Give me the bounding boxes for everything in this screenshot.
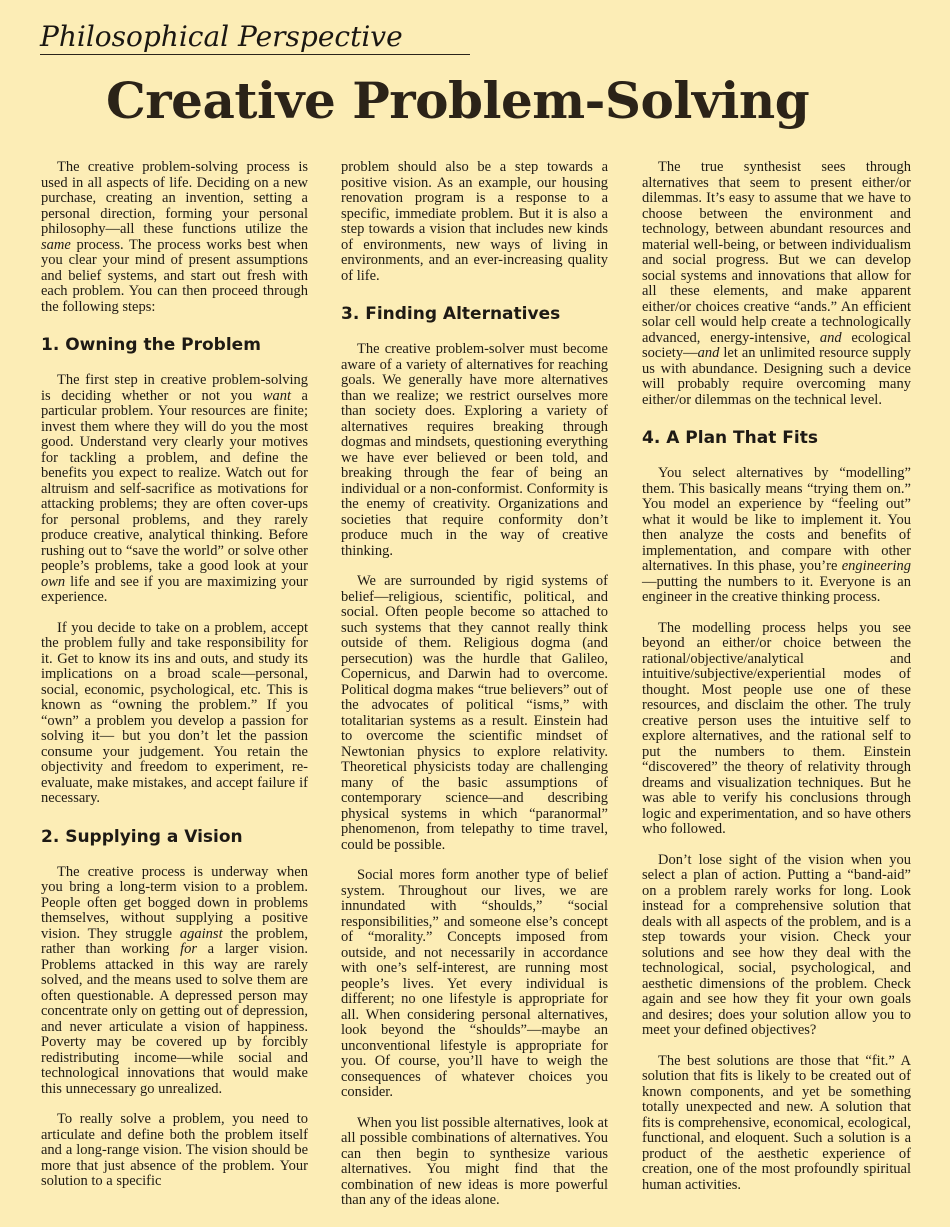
paragraph: We are surrounded by rigid systems of belief—religious, scientific, political, and social. Often people become so attached to such systems that they cannot really think outside of them. Religious dogma (and persecution) was the hurdle that Galileo, Copernicus, and Darwin had to overcome. Political dogma makes “true believers” out of the advocates of political “isms,” with totalitarian systems as a result. Einstein had to overcome the scientific mindset of Newtonian physics to explore relativity. Theoretical physicists today are challenging many of the basic assumptions of contemporary science—and describing physical systems in which “paranormal” phenomenon, from telepathy to time travel, could be possible. xyxy=(341,573,608,853)
paragraph: The creative problem-solver must become aware of a variety of alternatives for reaching goals. We generally have more alternatives than we realize; we restrict ourselves more than society does. Exploring a variety of alternatives requires breaking through dogmas and mindsets, questioning everything we have ever believed or been told, and breaking through the fear of being an individual or a non-conformist. Conformity is the enemy of creativity. Organizations and societies that require conformity don’t produce much in the way of creative thinking. xyxy=(341,341,608,559)
paragraph: The best solutions are those that “fit.” A solution that fits is likely to be created out of known components, and yet be something totally unexpected and new. A solution that fits is comprehensive, economical, ecological, functional, and eloquent. Such a solution is a product of the aesthetic experience of creation, one of the most profoundly spiritual human activities. xyxy=(642,1052,911,1193)
paragraph: When you list possible alternatives, look at all possible combinations of alternatives. You can then begin to synthesize various alternatives. You might find that the combination of new ideas is more powerful than any of the ideas alone. xyxy=(341,1114,608,1208)
paragraph: You select alternatives by “modelling” them. This basically means “trying them on.” You model an experience by “feeling out” what it would be like to implement it. You then analyze the costs and benefits of implementation, and compare with other alternatives. In this phase, you’re engineering—putting the numbers to it. Everyone is an engineer in the creative thinking process. xyxy=(642,465,911,605)
column-2 xyxy=(341,160,608,1224)
section-heading-vision: 2. Supplying a Vision xyxy=(41,826,243,847)
paragraph: The modelling process helps you see beyond an either/or choice between the rational/objective/analytical and intuitive/subjective/experiential modes of thought. Most people use one of these resources, and disclaim the other. The truly creative person uses the intuitive self to explore alternatives, and the rational self to put the numbers to them. Einstein “discovered” the theory of relativity through dreams and visualization techniques. But he was able to verify his conclusions through logic and experimentation, and so have others who followed. xyxy=(642,619,911,837)
section-heading-owning: 1. Owning the Problem xyxy=(41,335,261,355)
column-3 xyxy=(642,160,911,1208)
paragraph: Don’t lose sight of the vision when you select a plan of action. Putting a “band-aid” on a problem rarely works for long. Look instead for a comprehensive solution that deals with all aspects of the problem, and is a step towards your vision. Check your solutions and see how they deal with the technological, social, psychological, and aesthetic dimensions of the problem. Check again and see how they fit your own goals and desires; does your solution allow you to meet your defined objectives? xyxy=(642,851,911,1038)
paragraph: If you decide to take on a problem, accept the problem fully and take responsibility for it. Get to know its ins and outs, and study its implications on a broad scale—personal, social, economic, psychological, etc. This is known as “owning the problem.” If you “own” a problem you develop a passion for solving it— but you don’t let the passion consume your judgement. You retain the objectivity and freedom to experiment, re-evaluate, make mistakes, and accept failure if necessary. xyxy=(41,619,308,806)
section-kicker: Philosophical Perspective xyxy=(40,20,470,55)
section-heading-alternatives: 3. Finding Alternatives xyxy=(341,304,561,324)
paragraph: problem should also be a step towards a positive vision. As an example, our housing renovation program is a response to a specific, immediate problem. But it is also a step towards a vision that includes new kinds of environments, new ways of living in environments, and an ever-increasing quality of life. xyxy=(341,159,608,284)
paragraph: The creative problem-solving process is used in all aspects of life. Deciding on a new purchase, creating an invention, setting a personal direction, forming your personal philosophy—all these functions utilize the same process. The process works best when you clear your mind of present assumptions and belief systems, and start out fresh with each problem. You can then proceed through the following steps: xyxy=(41,159,308,315)
paragraph: The creative process is underway when you bring a long-term vision to a problem. People often get bogged down in problems themselves, without supplying a positive vision. They struggle against the problem, rather than working for a larger vision. Problems attacked in this way are rarely solved, and the means used to solve them are often questionable. A depressed person may concentrate only on getting out of depression, and never articulate a vision of happiness. Poverty may be covered up by forcibly redistributing income—while social and technological innovations that would make this unnecessary go unrealized. xyxy=(41,863,308,1097)
section-heading-plan: 4. A Plan That Fits xyxy=(642,428,818,448)
paragraph: The first step in creative problem-solving is deciding whether or not you want a particular problem. Your resources are finite; invest them where they will do you the most good. Understand very clearly your motives for tackling a problem, and define the benefits you expect to realize. Watch out for altruism and self-sacrifice as motivations for attacking problems; they are often cover-ups for personal problems, and they rarely produce creative, analytical thinking. Before rushing out to “save the world” or solve other people’s problems, take a good look at your own life and see if you are maximizing your experience. xyxy=(41,372,308,605)
paragraph: Social mores form another type of belief system. Throughout our lives, we are innundated with “shoulds,” “social responsibilities,” and someone else’s concept of “morality.” Concepts imposed from outside, and not necessarily in accordance with one’s self-interest, are running most people’s lives. Yet every individual is different; no one lifestyle is appropriate for all. When considering personal alternatives, look beyond the “shoulds”—maybe an unconventional lifestyle is appropriate for you. Of course, you’ll have to weigh the consequences of whatever choices you consider. xyxy=(341,867,608,1100)
column-1 xyxy=(41,160,308,1205)
article-title: Creative Problem-Solving xyxy=(106,71,810,130)
paragraph: The true synthesist sees through alternatives that seem to present either/or dilemmas. It’s easy to assume that we have to choose between the environment and technology, between abundant resources and material well-being, or between individualism and social progress. But we can develop social systems and innovations that allow for all these elements, and make apparent either/or choices creative “ands.” An efficient solar cell would help create a technologically advanced, energy-intensive, and ecological society—and let an unlimited resource supply us with abundance. Designing such a device will probably require overcoming many either/or dilemmas on the technical level. xyxy=(642,159,911,408)
paragraph: To really solve a problem, you need to articulate and define both the problem itself and a long-range vision. The vision should be more that just absence of the problem. Your solution to a specific xyxy=(41,1111,308,1189)
